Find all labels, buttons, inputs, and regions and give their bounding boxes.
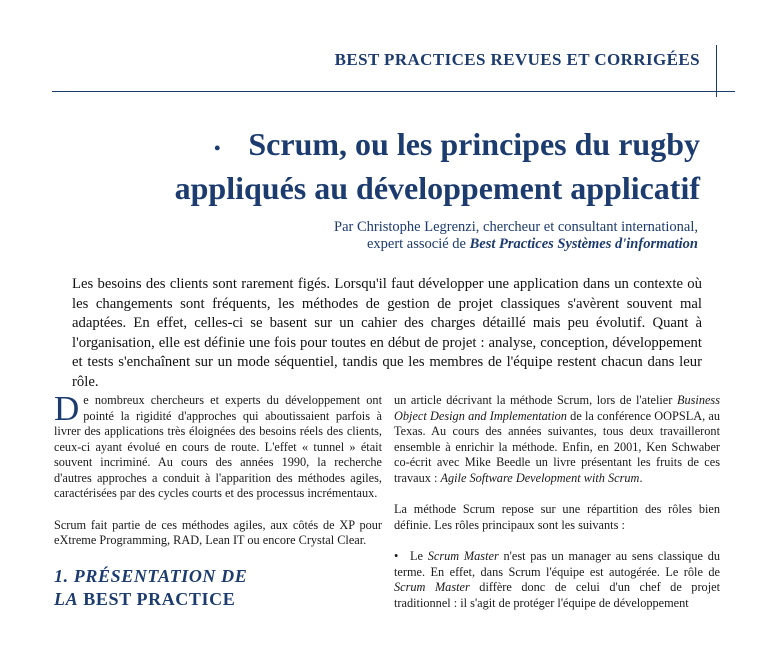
- rp1-em: Business Object Design and Implementation: [394, 393, 720, 423]
- rp1-b: de la conférence OOPSLA, au Texas. Au cours des années suivantes, tous deux travailleront ensemble à enrichir la méthode. Enfin, en 2001, Ken Schwaber co-écrit avec Mike Beedle un livre présentant les fruits de ces travaux :: [394, 408, 720, 485]
- lead-paragraph: Les besoins des clients sont rarement figés. Lorsqu'il faut développer une application dans un contexte où les changements sont fréquents, les méthodes de gestion de projet classiques s'avèrent souvent mal adaptées. En effet, celles-ci se basent sur un cahier des charges détaillé mais peu évolutif. Quant à l'organisation, elle est définie une fois pour toutes en début de projet : analyse, conception, développement et tests s'enchaînent sur un mode séquentiel, tandis que les membres de l'équipe restent chacun dans leur rôle.: [72, 276, 702, 390]
- bullet-dot: •: [394, 549, 399, 563]
- b1-c: diffère donc de celui d'un chef de projet traditionnel : il s'agit de protéger l'équipe de développement: [394, 580, 720, 610]
- byline-prefix: expert associé de: [366, 236, 470, 252]
- section-em: LA: [54, 588, 79, 609]
- article-title: [80, 124, 700, 208]
- roles-bullet-1: [394, 549, 720, 611]
- section-rest: BEST PRACTICE: [78, 588, 236, 609]
- left-paragraph-1: [54, 389, 382, 502]
- rp1-em2: Agile Software Development with Scrum: [440, 470, 640, 485]
- b1-b: n'est pas un manager au sens classique du terme. En effet, dans Scrum l'équipe est autogérée. Le rôle de: [394, 549, 720, 579]
- title-bullet: •: [214, 137, 221, 158]
- publication-name: Best Practices Systèmes d'information: [469, 236, 698, 252]
- left-paragraph-1-text: e nombreux chercheurs et experts du développement ont pointé la rigidité d'approches qui aboutissaient parfois à livrer des applications très éloignées des besoins réels des clients, ceux-ci ayant évolué en cours de route. L'effet « tunnel » était souvent incriminé. Au cours des années 1990, la recherche d'autres approches a conduit à l'apparition des méthodes agiles, caractérisées par des cycles courts et des processus incrémentaux.: [54, 393, 382, 500]
- right-paragraph-1: [394, 393, 720, 486]
- rp1-c: .: [639, 470, 643, 485]
- running-head: BEST PRACTICES REVUES ET CORRIGÉES: [334, 50, 700, 69]
- rp1-a: un article décrivant la méthode Scrum, lors de l'atelier: [394, 393, 677, 407]
- b1-a: Le: [410, 549, 428, 563]
- drop-cap: D: [54, 389, 80, 428]
- byline-line-1: Par Christophe Legrenzi, chercheur et consultant international,: [334, 219, 698, 235]
- header-vertical-rule: [716, 45, 717, 97]
- b1-em2: Scrum Master: [394, 580, 470, 594]
- section-number: 1. PRÉSENTATION DE: [54, 565, 248, 586]
- title-line-1: Scrum, ou les principes du rugby: [248, 126, 700, 162]
- right-column: [394, 393, 720, 627]
- left-paragraph-2: Scrum fait partie de ces méthodes agiles, aux côtés de XP pour eXtreme Programming, RAD, Lean IT ou encore Crystal Clear.: [54, 517, 382, 547]
- right-paragraph-2: La méthode Scrum repose sur une répartition des rôles bien définie. Les rôles principaux sont les suivants :: [394, 502, 720, 532]
- left-column: [54, 389, 382, 611]
- title-line-2: appliqués au développement applicatif: [174, 169, 700, 206]
- section-heading-line-1: [54, 565, 382, 588]
- section-heading: [54, 565, 382, 611]
- byline: [250, 219, 698, 253]
- b1-em: Scrum Master: [427, 549, 499, 563]
- header-rule: [52, 91, 735, 92]
- byline-line-2: [250, 236, 698, 253]
- section-heading-line-2: [54, 588, 382, 611]
